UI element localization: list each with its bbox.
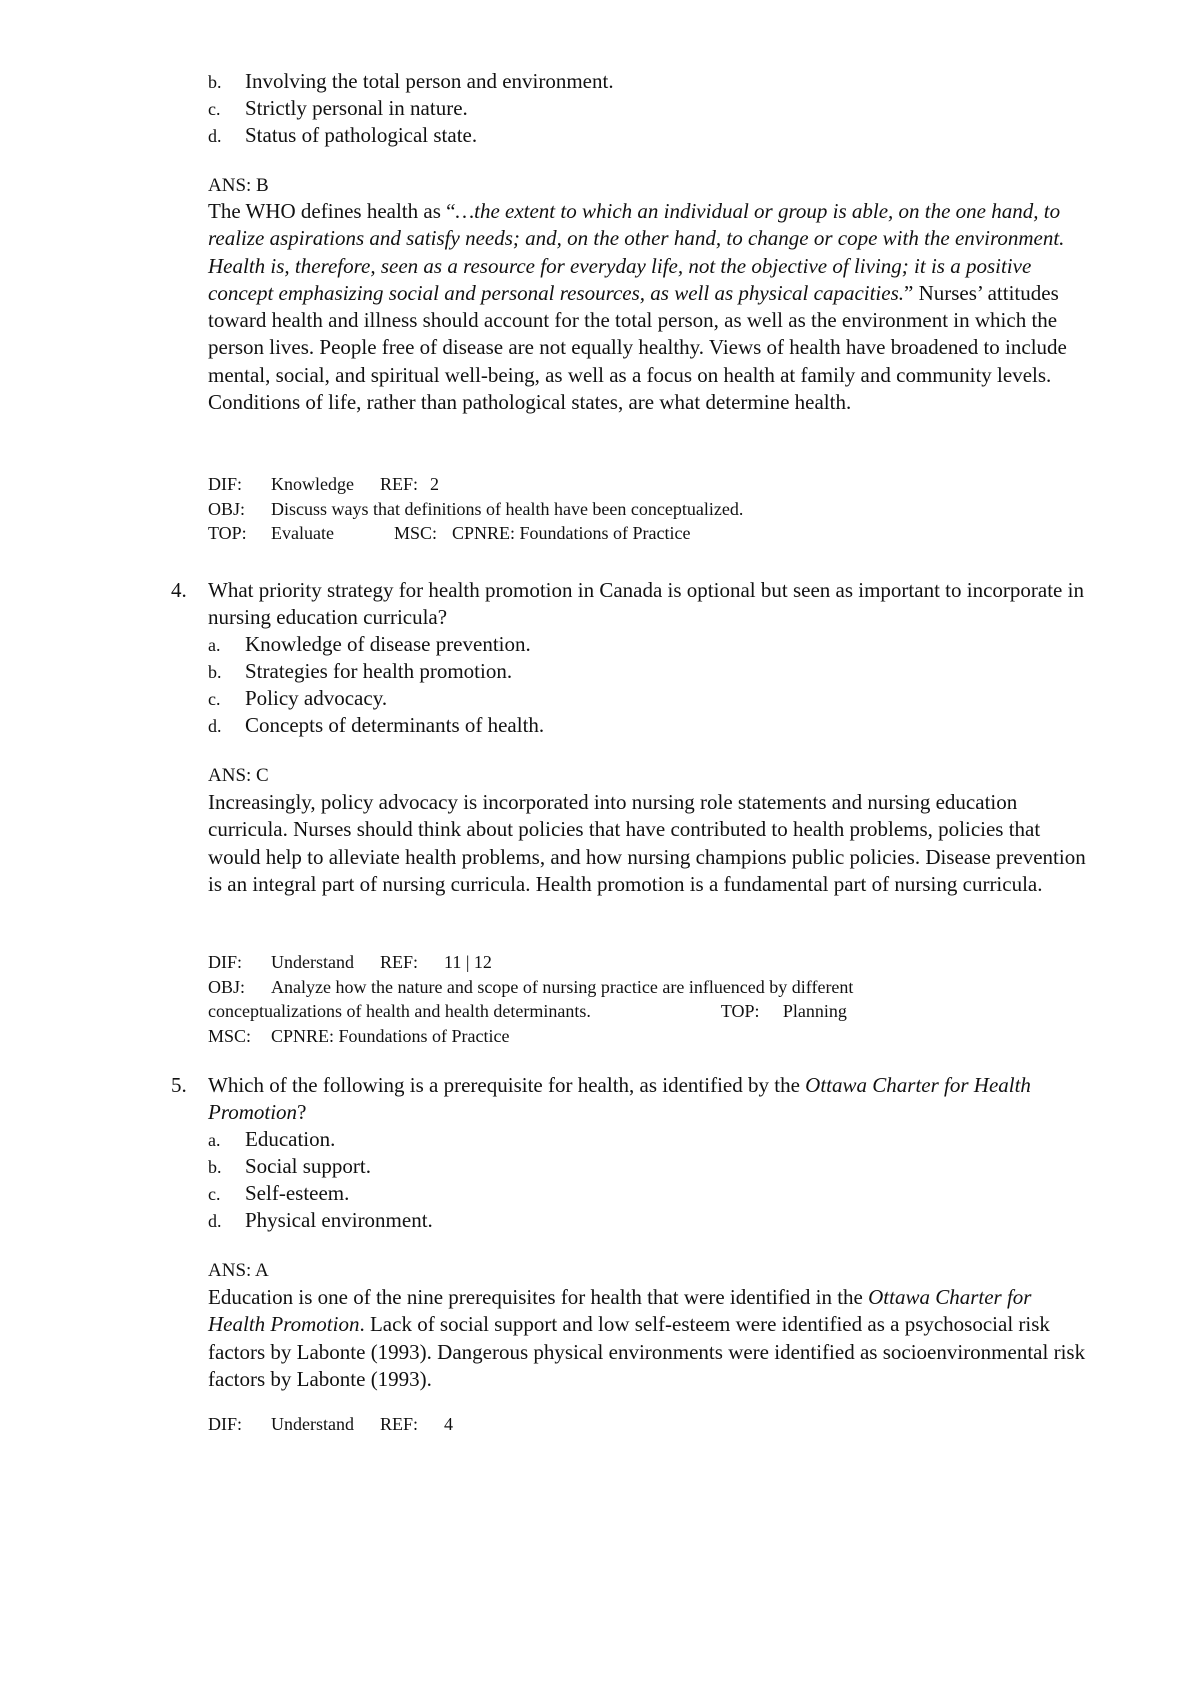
q5-answer: ANS: A	[208, 1260, 269, 1281]
stem-pre: Which of the following is a prerequisite for health, as identified by the	[208, 1073, 806, 1097]
ref-label: REF:	[379, 952, 418, 972]
rationale-italic: Ottawa Charter for Health Promotion	[208, 1285, 1032, 1337]
q4-option-b	[208, 658, 512, 686]
meta-top-msc	[208, 521, 1088, 546]
option-text: Strictly personal in nature.	[245, 96, 468, 120]
option-text: Status of pathological state.	[245, 123, 478, 147]
obj-value: Discuss ways that definitions of health have been conceptualized.	[271, 498, 744, 519]
stem-italic: Ottawa Charter for Health Promotion	[208, 1073, 1031, 1124]
q3-option-d	[208, 122, 477, 150]
msc-value: CPNRE: Foundations of Practice	[271, 1025, 510, 1046]
obj-label: OBJ:	[208, 976, 246, 997]
meta-dif-ref	[208, 950, 1088, 975]
msc-label: MSC:	[208, 1025, 252, 1046]
option-text: Policy advocacy.	[245, 686, 388, 710]
option-text: Concepts of determinants of health.	[245, 713, 545, 737]
q4-meta	[208, 950, 1088, 1048]
q4-option-a	[208, 631, 531, 659]
ref-value: 4	[443, 1414, 453, 1434]
option-text: Involving the total person and environment.	[245, 69, 614, 93]
obj-label: OBJ:	[208, 498, 246, 519]
q5-option-a	[208, 1126, 335, 1154]
option-text: Physical environment.	[245, 1208, 433, 1232]
rationale-post: . Lack of social support and low self-esteem were identified as a psychosocial risk factors by Labonte (1993). Dangerous physical environments were identified as socioenvironmental risk factors by Labonte (1993).	[208, 1312, 1086, 1391]
rationale-post: ” Nurses’ attitudes toward health and illness should account for the total person, as well as the environment in which the person lives. People free of disease are not equally healthy. Views of health have broadened to include mental, social, and spiritual well-being, as well as a focus on health at family and community levels. Conditions of life, rather than pathological states, are what determine health.	[208, 280, 1067, 415]
q3-option-c	[208, 95, 468, 123]
meta-obj	[208, 497, 1088, 522]
q5-number: 5.	[171, 1073, 187, 1097]
option-text: Strategies for health promotion.	[245, 659, 513, 683]
top-value: Planning	[782, 1001, 847, 1021]
dif-value: Understand	[271, 952, 354, 972]
ref-label: REF:	[379, 1414, 418, 1434]
top-label: TOP:	[720, 1001, 760, 1021]
q4-number: 4.	[171, 578, 187, 602]
option-text: Education.	[245, 1127, 336, 1151]
q5-option-d	[208, 1207, 433, 1235]
q5-meta	[208, 1412, 1088, 1437]
q3-option-b	[208, 68, 614, 96]
q3-answer: ANS: B	[208, 175, 269, 196]
meta-dif-ref	[208, 1412, 1088, 1437]
dif-value: Knowledge	[271, 474, 354, 494]
msc-label: MSC:	[393, 523, 437, 543]
meta-dif-ref	[208, 472, 1088, 497]
option-letter: d.	[208, 126, 222, 146]
q4-rationale: Increasingly, policy advocacy is incorporated into nursing role statements and nursing education curricula. Nurses should think about policies that have contributed to health problems, policies that would help to alleviate health problems, and how nursing champions public policies. Disease prevention is an integral part of nursing curricula. Health promotion is a fundamental part of nursing curricula.	[208, 790, 1086, 896]
dif-label: DIF:	[208, 952, 243, 972]
stem-post: ?	[297, 1100, 307, 1124]
q4-stem: What priority strategy for health promotion in Canada is optional but seen as important to incorporate in nursing education curricula?	[208, 578, 1084, 629]
ref-value: 2	[429, 474, 439, 494]
option-letter: b.	[208, 1157, 222, 1177]
rationale-pre: Education is one of the nine prerequisites for health that were identified in the	[208, 1285, 869, 1309]
top-value: Evaluate	[271, 523, 334, 543]
option-letter: b.	[208, 662, 222, 682]
dif-label: DIF:	[208, 1414, 243, 1434]
q5-rationale	[208, 1284, 1088, 1393]
q5-stem	[208, 1072, 1088, 1126]
option-letter: a.	[208, 635, 221, 655]
q5-option-b	[208, 1153, 371, 1181]
meta-obj-top	[208, 999, 1088, 1024]
q3-rationale	[208, 198, 1088, 416]
rationale-quote: …the extent to which an individual or group is able, on the one hand, to realize aspirations and satisfy needs; and, on the other hand, to change or cope with the environment. Health is, therefore, seen as a resource for everyday life, not the objective of living; it is a positive concept emphasizing social and personal resources, as well as physical capacities.	[208, 199, 1065, 305]
option-letter: b.	[208, 72, 222, 92]
ref-label: REF:	[379, 474, 418, 494]
ref-value: 11 | 12	[443, 952, 492, 972]
dif-label: DIF:	[208, 474, 243, 494]
obj-value-line1: Analyze how the nature and scope of nursing practice are influenced by different	[271, 976, 854, 997]
q5-option-c	[208, 1180, 349, 1208]
option-text: Knowledge of disease prevention.	[245, 632, 531, 656]
meta-msc	[208, 1024, 1088, 1049]
option-letter: a.	[208, 1130, 221, 1150]
option-letter: d.	[208, 1211, 222, 1231]
option-text: Social support.	[245, 1154, 371, 1178]
option-letter: d.	[208, 716, 222, 736]
q4-option-c	[208, 685, 387, 713]
msc-value: CPNRE: Foundations of Practice	[451, 523, 691, 543]
q4-option-d	[208, 712, 544, 740]
option-letter: c.	[208, 1184, 221, 1204]
obj-value-line2: conceptualizations of health and health determinants.	[208, 1001, 591, 1021]
option-text: Self-esteem.	[245, 1181, 350, 1205]
q3-meta	[208, 472, 1088, 546]
rationale-pre: The WHO defines health as “	[208, 199, 456, 223]
option-letter: c.	[208, 99, 221, 119]
q4-answer: ANS: C	[208, 765, 269, 786]
option-letter: c.	[208, 689, 221, 709]
meta-obj	[208, 975, 1088, 1000]
top-label: TOP:	[208, 523, 247, 543]
dif-value: Understand	[271, 1414, 354, 1434]
